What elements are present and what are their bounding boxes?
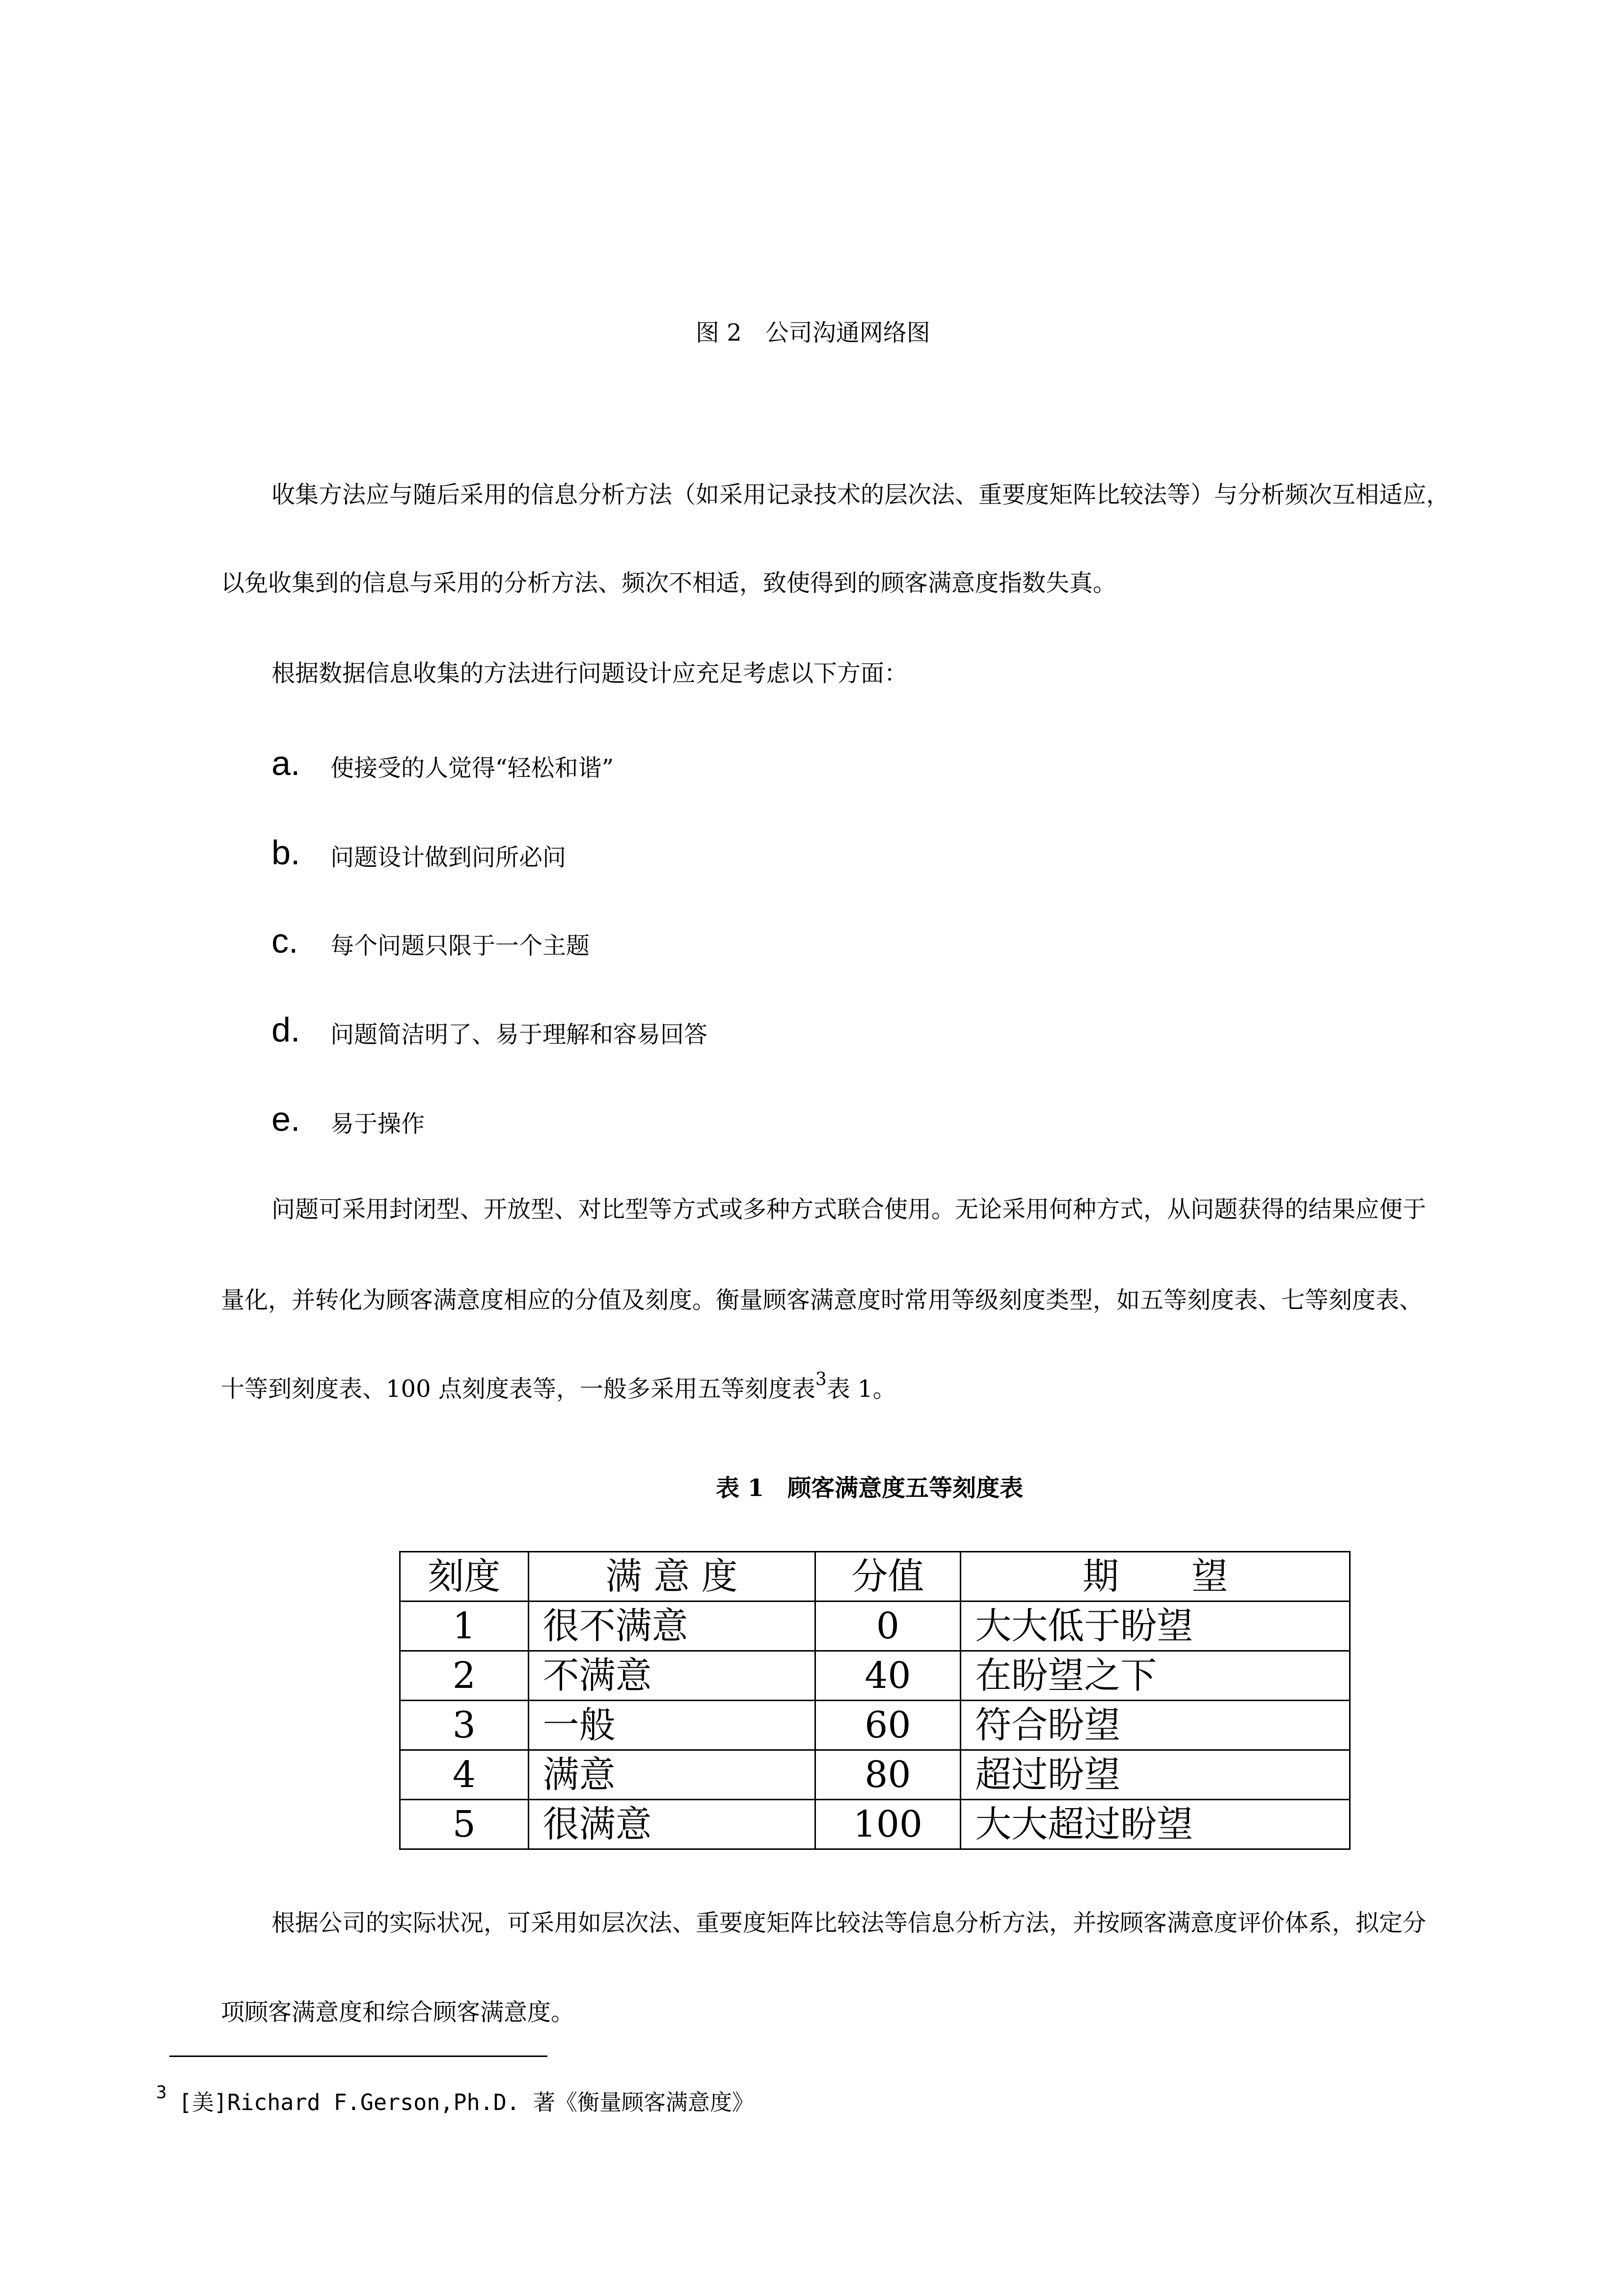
paragraph-3-line-3 (221, 1369, 896, 1404)
paragraph-4-line-1: 根据公司的实际状况，可采用如层次法、重要度矩阵比较法等信息分析方法，并按顾客满意度评价体系，拟定分 (271, 1909, 1427, 1937)
cell-scale: 4 (400, 1750, 529, 1800)
footnote (156, 2082, 754, 2117)
footnote-number: 3 (156, 2082, 167, 2103)
cell-score: 60 (815, 1701, 961, 1750)
table-row (400, 1602, 1350, 1651)
paragraph-2: 根据数据信息收集的方法进行问题设计应充足考虑以下方面： (271, 660, 908, 687)
list-marker: b. (271, 833, 300, 872)
cell-expectation: 在盼望之下 (961, 1651, 1350, 1701)
table-row (400, 1651, 1350, 1701)
list-item-text: 每个问题只限于一个主题 (330, 932, 590, 960)
cell-score: 100 (815, 1800, 961, 1849)
paragraph-3-line-3-tail: 表 1。 (826, 1375, 896, 1403)
cell-scale: 1 (400, 1602, 529, 1651)
cell-expectation: 大大低于盼望 (961, 1602, 1350, 1651)
cell-expectation: 符合盼望 (961, 1701, 1350, 1750)
cell-satisfaction: 一般 (528, 1701, 815, 1750)
paragraph-4-line-2: 项顾客满意度和综合顾客满意度。 (221, 1999, 575, 2026)
cell-scale: 5 (400, 1800, 529, 1849)
paragraph-3-line-2: 量化，并转化为顾客满意度相应的分值及刻度。衡量顾客满意度时常用等级刻度类型，如五等刻度表、七等刻度表、 (221, 1286, 1423, 1314)
cell-score: 0 (815, 1602, 961, 1651)
list-marker: a. (271, 744, 300, 782)
paragraph-1-line-1: 收集方法应与随后采用的信息分析方法（如采用记录技术的层次法、重要度矩阵比较法等）与分析频次互相适应， (271, 481, 1450, 508)
figure-caption-clip (0, 0, 1624, 344)
cell-satisfaction: 很满意 (528, 1800, 815, 1849)
footnote-reference[interactable]: 3 (815, 1369, 827, 1389)
header-expectation: 期 望 (961, 1552, 1350, 1602)
table-row (400, 1800, 1350, 1849)
list-marker: d. (271, 1011, 300, 1049)
list-item-text: 使接受的人觉得“轻松和谐” (330, 754, 614, 782)
cell-expectation: 大大超过盼望 (961, 1800, 1350, 1849)
list-item-text: 问题简洁明了、易于理解和容易回答 (330, 1021, 708, 1048)
cell-scale: 3 (400, 1701, 529, 1750)
list-marker: e. (271, 1100, 300, 1138)
cell-score: 40 (815, 1651, 961, 1701)
footnote-text: [美]Richard F.Gerson,Ph.D. 著《衡量顾客满意度》 (178, 2089, 754, 2115)
cell-score: 80 (815, 1750, 961, 1800)
table-row (400, 1750, 1350, 1800)
header-satisfaction: 满 意 度 (528, 1552, 815, 1602)
table-row (400, 1701, 1350, 1750)
header-score: 分值 (815, 1552, 961, 1602)
cell-satisfaction: 很不满意 (528, 1602, 815, 1651)
cell-satisfaction: 满意 (528, 1750, 815, 1800)
cell-scale: 2 (400, 1651, 529, 1701)
satisfaction-scale-table (399, 1551, 1351, 1850)
cell-satisfaction: 不满意 (528, 1651, 815, 1701)
table-header-row (400, 1552, 1350, 1602)
footnote-separator (169, 2056, 547, 2057)
cell-expectation: 超过盼望 (961, 1750, 1350, 1800)
list-marker: c. (271, 922, 298, 960)
header-scale: 刻度 (400, 1552, 529, 1602)
paragraph-3-line-3-text: 十等到刻度表、100 点刻度表等，一般多采用五等刻度表 (221, 1375, 815, 1403)
paragraph-3-line-1: 问题可采用封闭型、开放型、对比型等方式或多种方式联合使用。无论采用何种方式，从问题获得的结果应便于 (271, 1196, 1427, 1223)
figure-caption: 图 2 公司沟通网络图 (696, 319, 930, 344)
table-title: 表 1 顾客满意度五等刻度表 (716, 1474, 1024, 1502)
paragraph-1-line-2: 以免收集到的信息与采用的分析方法、频次不相适，致使得到的顾客满意度指数失真。 (221, 569, 1117, 597)
list-item-text: 易于操作 (330, 1110, 425, 1138)
list-item-text: 问题设计做到问所必问 (330, 844, 567, 871)
